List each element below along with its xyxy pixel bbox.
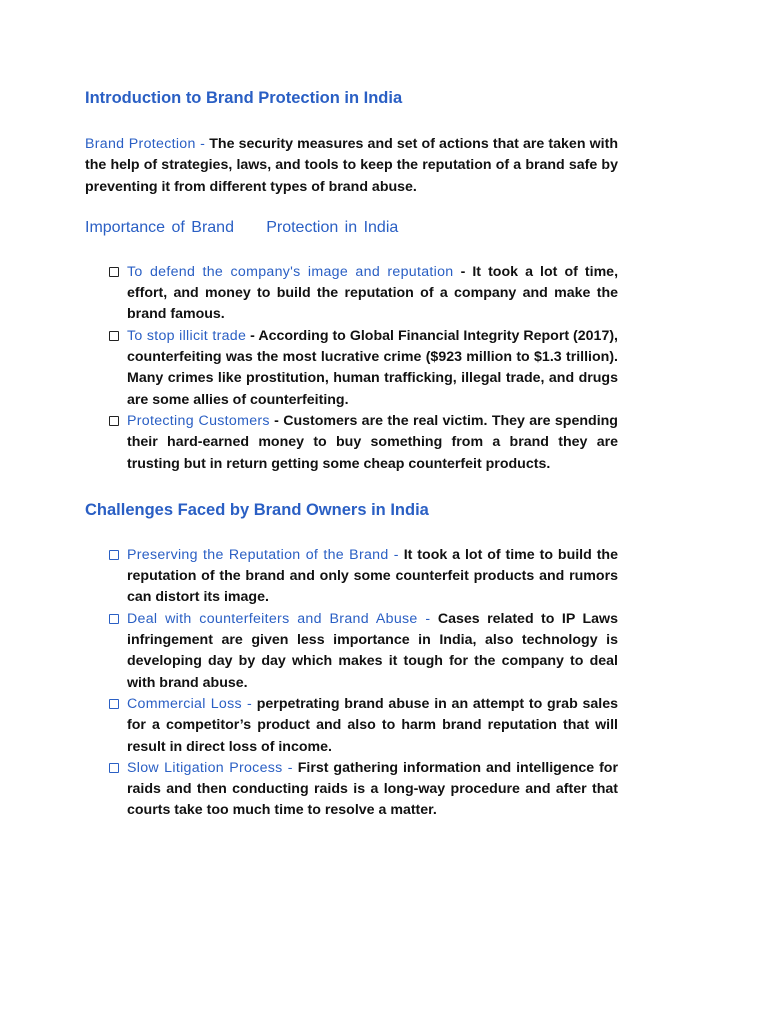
- item-term: Commercial Loss -: [127, 695, 252, 712]
- item-term: To defend the company's image and reputation: [127, 263, 454, 280]
- intro-term: Brand Protection -: [85, 136, 206, 152]
- list-item: [85, 609, 618, 694]
- document-page: [85, 86, 618, 822]
- list-item: [85, 411, 618, 475]
- item-text: First gathering information and intelligence for raids and then conducting raids is a long-way procedure and after that courts take too much time to resolve a matter.: [127, 759, 618, 819]
- item-term: Slow Litigation Process -: [127, 759, 293, 776]
- importance-heading: Importance of Brand Protection in India: [85, 218, 399, 236]
- list-item: [85, 694, 618, 758]
- checkbox-icon: [109, 614, 119, 624]
- importance-list: [85, 262, 618, 475]
- item-text: perpetrating brand abuse in an attempt to grab sales for a competitor’s product and also to harm brand reputation that will result in direct loss of income.: [127, 695, 618, 755]
- checkbox-icon: [109, 550, 119, 560]
- item-text: Cases related to IP Laws infringement are given less importance in India, also technology is developing day by day which makes it tough for the company to deal with brand abuse.: [127, 610, 618, 691]
- checkbox-icon: [109, 699, 119, 709]
- item-text: - It took a lot of time, effort, and money to build the reputation of a company and make the brand famous.: [127, 263, 619, 323]
- challenges-heading: Challenges Faced by Brand Owners in India: [85, 500, 429, 519]
- item-term: Deal with counterfeiters and Brand Abuse -: [127, 610, 431, 627]
- list-item: [85, 326, 618, 411]
- checkbox-icon: [109, 763, 119, 773]
- item-text: - According to Global Financial Integrity Report (2017), counterfeiting was the most lucrative crime ($923 million to $1.3 trillion). Many crimes like prostitution, human trafficking, illegal trade, and drugs are some allies of counterfeiting.: [127, 327, 619, 408]
- item-term: To stop illicit trade: [127, 327, 247, 344]
- item-term: Protecting Customers: [127, 412, 270, 429]
- checkbox-icon: [109, 331, 119, 341]
- checkbox-icon: [109, 416, 119, 426]
- list-item: [85, 262, 618, 326]
- intro-paragraph: [85, 134, 618, 198]
- list-item: [85, 758, 618, 822]
- challenges-list: [85, 545, 618, 822]
- intro-heading: Introduction to Brand Protection in India: [85, 89, 403, 107]
- item-text: - Customers are the real victim. They are spending their hard-earned money to buy something from a brand they are trusting but in return getting some cheap counterfeit products.: [127, 412, 618, 472]
- item-text: It took a lot of time to build the reputation of the brand and only some counterfeit products and rumors can distort its image.: [127, 546, 618, 606]
- list-item: [85, 545, 618, 609]
- checkbox-icon: [109, 267, 119, 277]
- intro-text: The security measures and set of actions that are taken with the help of strategies, laws, and tools to keep the reputation of a brand safe by preventing it from different types of brand abuse.: [85, 136, 618, 195]
- item-term: Preserving the Reputation of the Brand -: [127, 546, 399, 563]
